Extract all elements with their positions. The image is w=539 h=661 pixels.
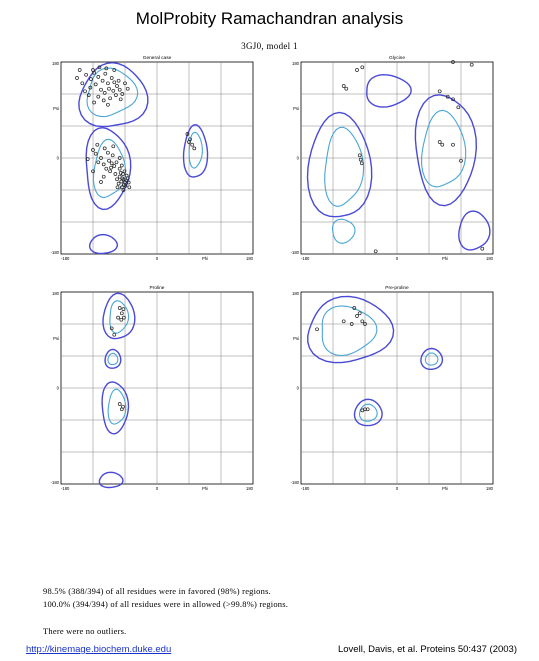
x-axis-label: Phi (441, 486, 449, 491)
y-tick-label: 0 (296, 385, 299, 391)
y-tick-label: 180 (292, 291, 299, 296)
x-axis-label: Phi (201, 256, 209, 261)
pre-proline-svg (287, 282, 496, 498)
y-axis-label: Psi (293, 336, 299, 341)
general-case-plot (47, 52, 256, 268)
proline-plot (47, 282, 256, 498)
x-tick-label: -180 (61, 486, 70, 491)
x-tick-label: -180 (301, 256, 310, 261)
allowed-summary: 100.0% (394/394) of all residues were in allowed (>99.8%) regions. (43, 599, 289, 609)
x-axis-label: Phi (441, 256, 449, 261)
citation: Lovell, Davis, et al. Proteins 50:437 (2003) (337, 644, 517, 655)
outliers-summary: There were no outliers. (43, 626, 127, 636)
plot-title: Pre-proline (385, 286, 409, 291)
x-tick-label: -180 (61, 256, 70, 261)
page-title: MolProbity Ramachandran analysis (135, 9, 404, 28)
y-tick-label: -180 (290, 250, 299, 255)
y-tick-label: -180 (290, 480, 299, 485)
glycine-svg (287, 52, 496, 268)
kinemage-link[interactable]: http://kinemage.biochem.duke.edu (26, 644, 172, 655)
y-tick-label: 180 (52, 61, 59, 66)
plot-title: Proline (149, 286, 165, 291)
favored-summary: 98.5% (388/394) of all residues were in favored (98%) regions. (43, 586, 271, 596)
y-axis-label: Psi (53, 106, 59, 111)
x-tick-label: 180 (486, 486, 493, 491)
x-tick-label: 180 (486, 256, 493, 261)
x-tick-label: 0 (395, 486, 399, 491)
general-case-svg (47, 52, 256, 268)
proline-svg (47, 282, 256, 498)
x-axis-label: Phi (201, 486, 209, 491)
y-tick-label: -180 (50, 250, 59, 255)
y-tick-label: 0 (56, 155, 59, 161)
pre-proline-plot (287, 282, 496, 498)
page-subtitle: 3GJ0, model 1 (241, 41, 298, 51)
y-tick-label: -180 (50, 480, 59, 485)
glycine-plot (287, 52, 496, 268)
y-tick-label: 0 (56, 385, 59, 391)
y-tick-label: 180 (52, 291, 59, 296)
y-axis-label: Psi (53, 336, 59, 341)
x-tick-label: 180 (246, 256, 253, 261)
plot-title: General case (142, 56, 172, 61)
y-tick-label: 0 (296, 155, 299, 161)
x-tick-label: -180 (301, 486, 310, 491)
x-tick-label: 0 (155, 256, 159, 261)
y-tick-label: 180 (292, 61, 299, 66)
x-tick-label: 180 (246, 486, 253, 491)
plot-title: Glycine (389, 56, 405, 61)
x-tick-label: 0 (155, 486, 159, 491)
x-tick-label: 0 (395, 256, 399, 261)
y-axis-label: Psi (293, 106, 299, 111)
